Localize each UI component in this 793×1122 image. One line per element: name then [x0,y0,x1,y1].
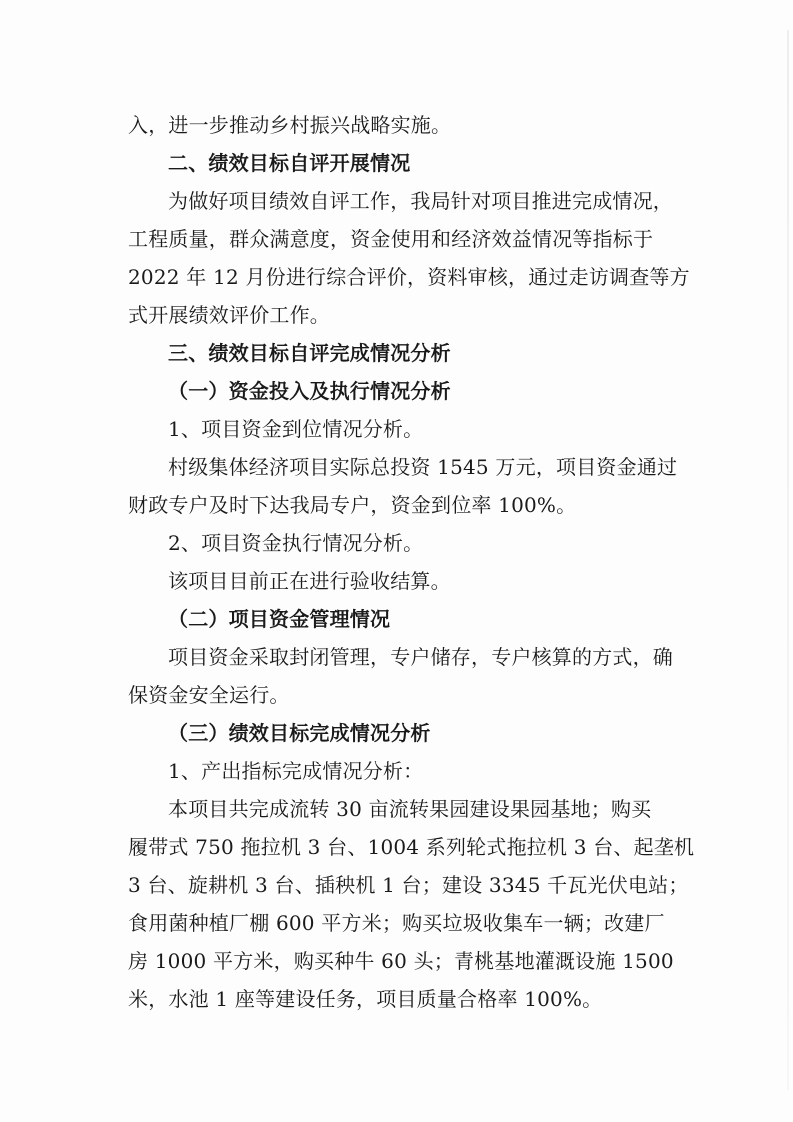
scan-edge-shadow [787,30,789,1090]
paragraph-line: 本项目共完成流转 30 亩流转果园建设果园基地；购买 [168,797,652,821]
subsection-heading-1: （一）资金投入及执行情况分析 [168,379,451,403]
section-heading-2: 二、绩效目标自评开展情况 [168,151,411,175]
paragraph-line: 保资金安全运行。 [128,683,290,707]
subsection-heading-3: （三）绩效目标完成情况分析 [168,721,431,745]
subsection-heading-2: （二）项目资金管理情况 [168,607,391,631]
list-item-heading: 2、项目资金执行情况分析。 [168,531,424,555]
paragraph-line: 村级集体经济项目实际总投资 1545 万元，项目资金通过 [168,455,678,479]
paragraph-line: 为做好项目绩效自评工作，我局针对项目推进完成情况， [168,189,673,213]
paragraph-line: 履带式 750 拖拉机 3 台、1004 系列轮式拖拉机 3 台、起垄机 [128,835,695,859]
paragraph-line: 项目资金采取封闭管理，专户储存，专户核算的方式，确 [168,645,673,669]
paragraph-line: 2022 年 12 月份进行综合评价，资料审核，通过走访调查等方 [128,265,690,289]
paragraph-line: 工程质量，群众满意度，资金使用和经济效益情况等指标于 [128,227,654,251]
paragraph-line: 入，进一步推动乡村振兴战略实施。 [128,113,452,137]
list-item-heading: 1、产出指标完成情况分析： [168,759,424,783]
paragraph-line: 米，水池 1 座等建设任务，项目质量合格率 100%。 [128,987,603,1011]
paragraph-line: 房 1000 平方米，购买种牛 60 头；青桃基地灌溉设施 1500 [128,949,674,973]
paragraph-line: 财政专户及时下达我局专户，资金到位率 100%。 [128,493,577,517]
list-item-heading: 1、项目资金到位情况分析。 [168,417,424,441]
section-heading-3: 三、绩效目标自评完成情况分析 [168,341,451,365]
paragraph-line: 式开展绩效评价工作。 [128,303,330,327]
paragraph-line: 食用菌种植厂棚 600 平方米；购买垃圾收集车一辆；改建厂 [128,911,665,935]
paragraph-line: 3 台、旋耕机 3 台、插秧机 1 台；建设 3345 千瓦光伏电站； [128,873,689,897]
paragraph-line: 该项目目前正在进行验收结算。 [168,569,451,593]
